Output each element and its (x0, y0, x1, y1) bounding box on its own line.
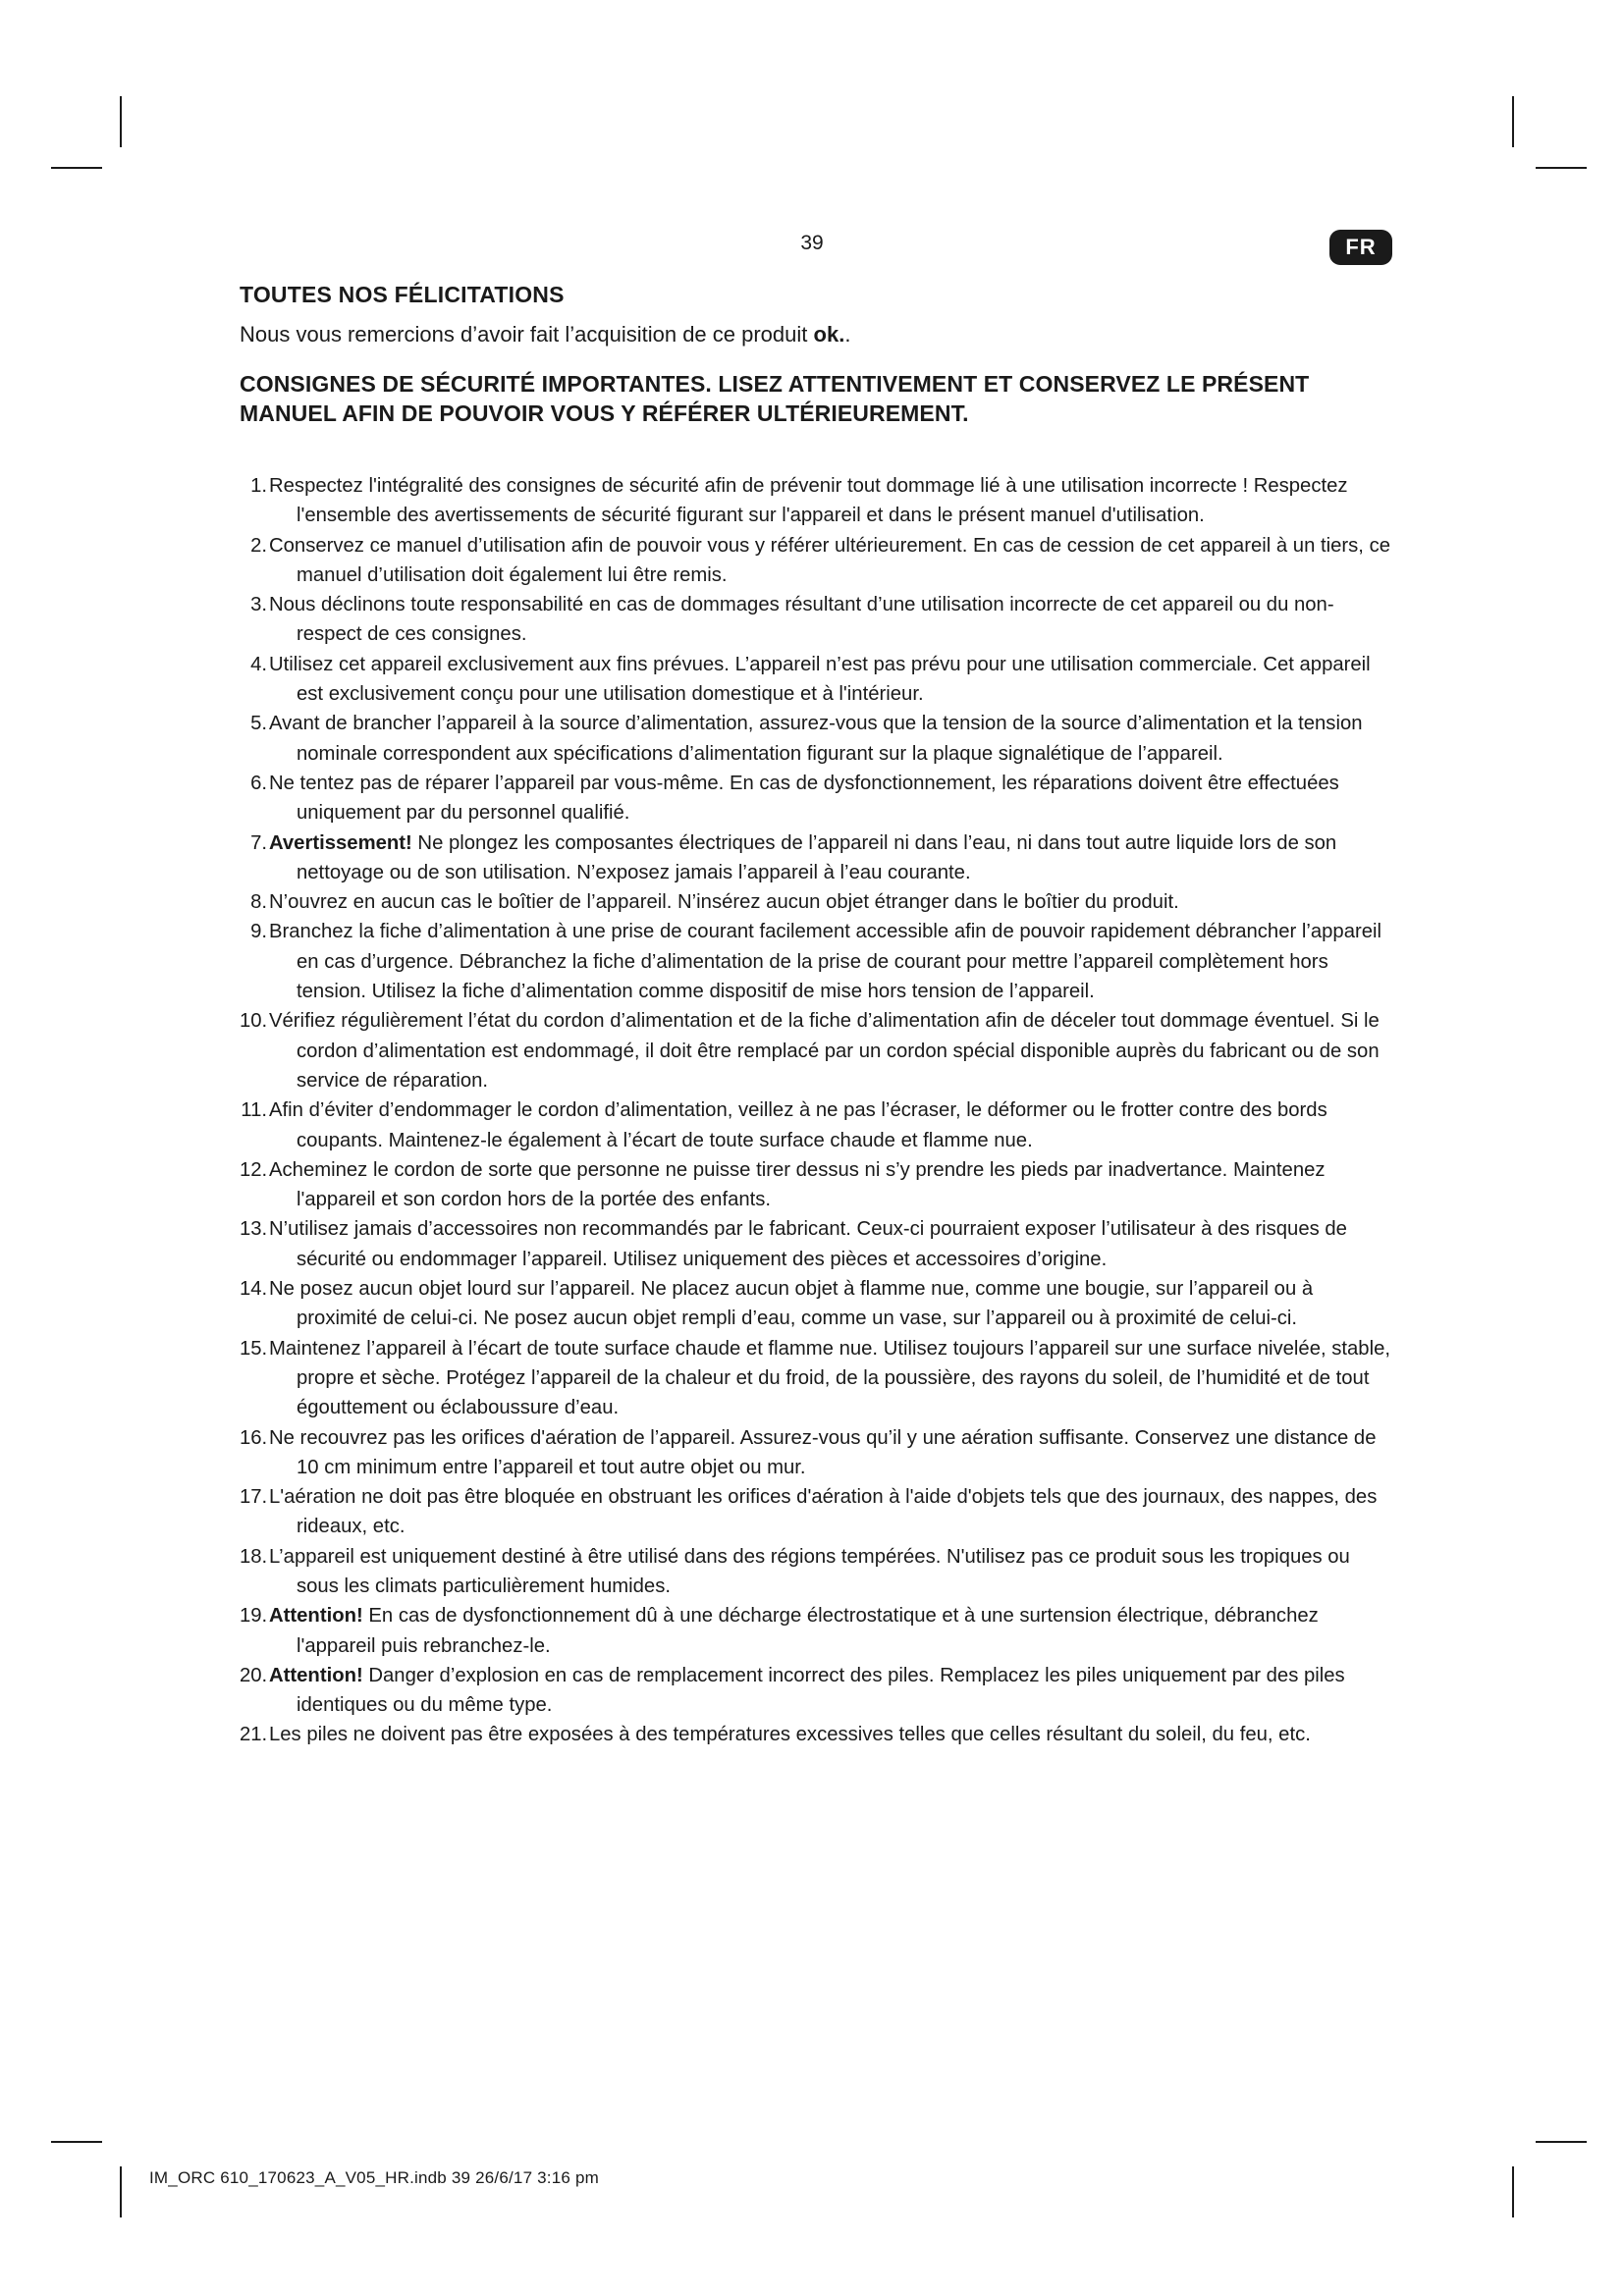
rule-text (269, 1099, 1327, 1150)
rule-number: 13. (240, 1218, 268, 1241)
safety-rule (240, 1482, 1390, 1542)
rule-text (269, 832, 1336, 883)
rule-text (269, 1427, 1376, 1478)
rule-body: N’utilisez jamais d’accessoires non recommandés par le fabricant. Ceux-ci pourraient exposer l’utilisateur à des risques de sécurité ou endommager l’appareil. Utilisez uniquement des pièces et accessoires d’origine. (269, 1218, 1347, 1270)
rule-number: 18. (240, 1545, 268, 1568)
rule-text (269, 1724, 1311, 1745)
rule-bold: Attention! (269, 1664, 363, 1686)
rule-body: Respectez l'intégralité des consignes de sécurité afin de prévenir tout dommage lié à une utilisation incorrecte ! Respectez l'ensemble des avertissements de sécurité figurant sur l'appareil et dans le présent manuel d'utilisation. (269, 475, 1348, 527)
crop-mark (1536, 2141, 1587, 2143)
safety-rule (240, 471, 1390, 531)
rule-text (269, 891, 1179, 913)
safety-rule (240, 650, 1390, 710)
crop-mark (1512, 96, 1514, 147)
rule-body: En cas de dysfonctionnement dû à une décharge électrostatique et à une surtension électrique, débranchez l'appareil puis rebranchez-le. (297, 1605, 1319, 1657)
rule-number: 14. (240, 1278, 268, 1301)
rule-body: Maintenez l’appareil à l’écart de toute surface chaude et flamme nue. Utilisez toujours l’appareil sur une surface nivelée, stable, propre et sèche. Protégez l’appareil de la chaleur et du froid, de la poussière, des rayons du soleil, de l’humidité et de tout égouttement ou éclaboussure d’eau. (269, 1337, 1391, 1419)
rule-body: Ne tentez pas de réparer l’appareil par vous-même. En cas de dysfonctionnement, les réparations doivent être effectuées uniquement par du personnel qualifié. (269, 772, 1339, 825)
language-badge: FR (1329, 230, 1392, 265)
rule-number: 6. (250, 772, 267, 794)
crop-mark (51, 167, 102, 169)
rule-body: Ne recouvrez pas les orifices d'aération de l’appareil. Assurez-vous qu’il y une aération suffisante. Conservez une distance de 10 cm minimum entre l’appareil et tout autre objet ou mur. (269, 1426, 1377, 1478)
rule-body: Acheminez le cordon de sorte que personne ne puisse tirer dessus ni s’y prendre les pieds par inadvertance. Maintenez l'appareil et son cordon hors de la portée des enfants. (269, 1158, 1326, 1211)
safety-rule (240, 769, 1390, 828)
rule-body: L'aération ne doit pas être bloquée en obstruant les orifices d'aération à l'aide d'objets tels que des journaux, des nappes, des rideaux, etc. (269, 1486, 1378, 1538)
rule-text (269, 1278, 1313, 1329)
safety-rule (240, 1423, 1390, 1483)
rule-number: 4. (250, 653, 267, 675)
rule-body: L’appareil est uniquement destiné à être utilisé dans des régions tempérées. N'utilisez pas ce produit sous les tropiques ou sous les climats particulièrement humides. (269, 1545, 1350, 1597)
safety-rule (240, 1095, 1390, 1155)
rule-number: 21. (240, 1724, 268, 1746)
safety-rule (240, 1214, 1390, 1274)
rule-text (269, 1486, 1377, 1537)
rule-number: 11. (241, 1099, 267, 1122)
thanks-paragraph (240, 322, 1390, 347)
rule-text (269, 475, 1348, 526)
rule-body: Ne plongez les composantes électriques de l’appareil ni dans l’eau, ni dans tout autre liquide lors de son nettoyage ou de son utilisation. N’exposez jamais l’appareil à l’eau courante. (297, 831, 1337, 883)
safety-rule (240, 1274, 1390, 1334)
rule-number: 5. (250, 713, 267, 735)
rule-number: 12. (240, 1158, 268, 1181)
rule-number: 15. (240, 1337, 268, 1360)
thanks-text: Nous vous remercions d’avoir fait l’acquisition de ce produit (240, 322, 814, 347)
rule-body: Branchez la fiche d’alimentation à une prise de courant facilement accessible afin de pouvoir rapidement débrancher l’appareil en cas d’urgence. Débranchez la fiche d’alimentation de la prise de courant pour mettre l’appareil complètement hors tension. Utilisez la fiche d’alimentation comme dispositif de mise hors tension de l’appareil. (269, 921, 1382, 1003)
rule-body: N’ouvrez en aucun cas le boîtier de l’appareil. N’insérez aucun objet étranger dans le boîtier du produit. (269, 891, 1179, 914)
crop-mark (1536, 167, 1587, 169)
rule-text (269, 1605, 1319, 1656)
rule-body: Utilisez cet appareil exclusivement aux fins prévues. L’appareil n’est pas prévu pour une utilisation commerciale. Cet appareil est exclusivement conçu pour une utilisation domestique et à l'intérieur. (269, 653, 1371, 706)
rule-number: 7. (250, 831, 267, 854)
rule-number: 2. (250, 534, 267, 557)
safety-rule (240, 709, 1390, 769)
crop-mark (120, 96, 122, 147)
rule-body: Les piles ne doivent pas être exposées à des températures excessives telles que celles résultant du soleil, du feu, etc. (269, 1724, 1311, 1746)
rule-number: 10. (240, 1010, 268, 1033)
rule-number: 8. (250, 891, 267, 914)
rule-text (269, 773, 1339, 824)
brand-name: ok. (813, 322, 845, 347)
rule-body: Vérifiez régulièrement l’état du cordon d’alimentation et de la fiche d’alimentation afin de déceler tout dommage éventuel. Si le cordon d’alimentation est endommagé, il doit être remplacé par un cordon spécial disponible auprès du fabricant ou de son service de réparation. (269, 1010, 1380, 1092)
rule-text (269, 1010, 1380, 1092)
safety-rules-list (240, 471, 1390, 1750)
page-number: 39 (800, 232, 824, 254)
rule-text (269, 654, 1371, 705)
rule-number: 3. (250, 594, 267, 616)
safety-rule (240, 1542, 1390, 1602)
crop-mark (120, 2166, 122, 2217)
rule-text (269, 1218, 1347, 1269)
rule-number: 17. (240, 1486, 268, 1509)
safety-rule (240, 531, 1390, 591)
print-footer: IM_ORC 610_170623_A_V05_HR.indb 39 26/6/17 3:16 pm (149, 2168, 599, 2187)
rule-number: 1. (250, 475, 267, 497)
safety-rule (240, 917, 1390, 1006)
congratulations-heading: TOUTES NOS FÉLICITATIONS (240, 282, 565, 307)
rule-body: Afin d’éviter d’endommager le cordon d’alimentation, veillez à ne pas l’écraser, le déformer ou le frotter contre des bords coupants. Maintenez-le également à l’écart de toute surface chaude et flamme nue. (269, 1099, 1327, 1151)
crop-mark (1512, 2166, 1514, 2217)
safety-rule (240, 1155, 1390, 1215)
safety-rule (240, 887, 1390, 917)
crop-mark (51, 2141, 102, 2143)
rule-text (269, 594, 1334, 645)
safety-rule (240, 1334, 1390, 1423)
rule-body: Ne posez aucun objet lourd sur l’appareil. Ne placez aucun objet à flamme nue, comme une bougie, sur l’appareil ou à proximité de celui-ci. Ne posez aucun objet rempli d’eau, comme un vase, sur l’appareil ou à proximité de celui-ci. (269, 1278, 1314, 1330)
rule-text (269, 1665, 1345, 1716)
rule-text (269, 535, 1390, 586)
rule-body: Nous déclinons toute responsabilité en cas de dommages résultant d’une utilisation incorrecte de cet appareil ou du non-respect de ces consignes. (269, 594, 1334, 646)
rule-bold: Attention! (269, 1605, 363, 1628)
page-content (240, 282, 1390, 1750)
safety-rule (240, 590, 1390, 650)
rule-text (269, 1546, 1350, 1597)
rule-body: Danger d’explosion en cas de remplacement incorrect des piles. Remplacez les piles uniquement par des piles identiques ou du même type. (297, 1664, 1345, 1717)
rule-text (269, 713, 1363, 764)
rule-text (269, 1338, 1390, 1419)
rule-body: Conservez ce manuel d’utilisation afin de pouvoir vous y référer ultérieurement. En cas de cession de cet appareil à un tiers, ce manuel d’utilisation doit également lui être remis. (269, 534, 1390, 586)
safety-rule (240, 1601, 1390, 1661)
rule-number: 19. (240, 1605, 268, 1628)
rule-number: 9. (250, 921, 267, 943)
safety-rule (240, 1006, 1390, 1095)
rule-text (269, 1159, 1326, 1210)
safety-heading: CONSIGNES DE SÉCURITÉ IMPORTANTES. LISEZ ATTENTIVEMENT ET CONSERVEZ LE PRÉSENT MANUEL AFIN DE POUVOIR VOUS Y RÉFÉRER ULTÉRIEUREMENT. (240, 371, 1310, 426)
safety-rule (240, 1720, 1390, 1749)
rule-number: 16. (240, 1426, 268, 1449)
rule-body: Avant de brancher l’appareil à la source d’alimentation, assurez-vous que la tension de la source d’alimentation et la tension nominale correspondent aux spécifications d’alimentation figurant sur la plaque signalétique de l’appareil. (269, 713, 1363, 765)
rule-text (269, 921, 1381, 1002)
rule-number: 20. (240, 1664, 268, 1686)
safety-rule (240, 828, 1390, 888)
safety-rule (240, 1661, 1390, 1721)
thanks-end: . (844, 322, 851, 347)
rule-bold: Avertissement! (269, 831, 412, 854)
